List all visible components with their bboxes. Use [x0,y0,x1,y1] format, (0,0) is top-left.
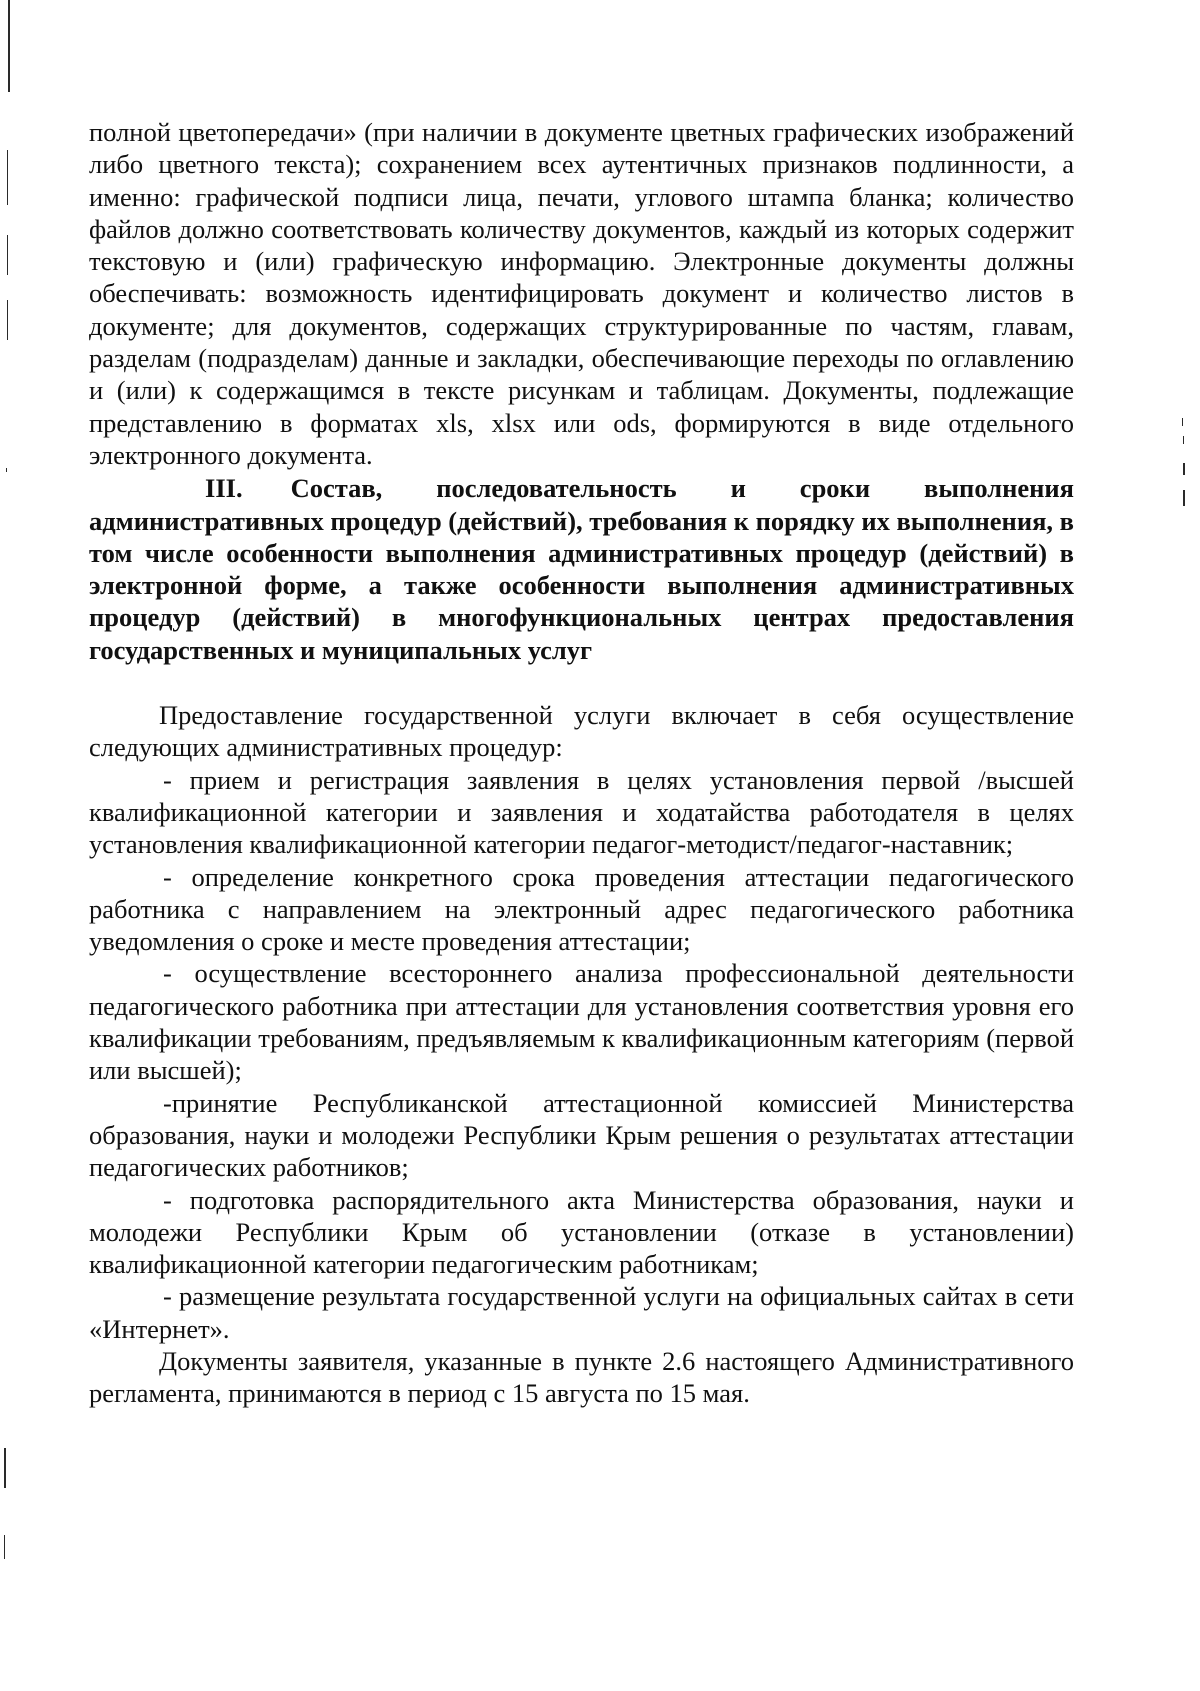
section-number: III. [205,473,243,504]
scan-mark-left-mid2 [7,300,8,340]
scan-mark-right-2 [1183,436,1184,444]
lead-paragraph: Предоставление государственной услуги включает в себя осуществление следующих административных процедур: [89,700,1074,763]
scan-mark-left-dot [6,468,7,472]
document-body [89,116,1074,1410]
procedure-item: - определение конкретного срока проведения аттестации педагогического работника с направлением на электронный адрес педагогического работника уведомления о сроке и месте проведения аттестации; [89,861,1074,957]
procedure-item: - осуществление всестороннего анализа профессиональной деятельности педагогического работника при аттестации для установления соответствия уровня его квалификации требованиям, предъявляемым к квалификационным категориям (первой или высшей); [89,958,1074,1086]
closing-paragraph: Документы заявителя, указанные в пункте 2.6 настоящего Административного регламента, принимаются в период с 15 августа по 15 мая. [89,1345,1074,1409]
scan-mark-left-upper [7,150,8,205]
procedure-item: - прием и регистрация заявления в целях установления первой /высшей квалификационной категории и заявления и ходатайства работодателя в целях установления квалификационной категории педагог-методист/педагог-наставник; [89,764,1074,860]
section-heading [89,472,1074,666]
scan-mark-left-top [8,0,10,92]
procedure-item: - подготовка распорядительного акта Министерства образования, науки и молодежи Республики Крым об установлении (отказе в установлении) квалификационной категории педагогическим работникам; [89,1184,1074,1280]
procedure-item: - размещение результата государственной услуги на официальных сайтах в сети «Интернет». [89,1281,1074,1344]
scan-mark-right-3 [1183,463,1185,475]
section-spacer [89,666,1074,699]
scan-mark-right-4 [1183,490,1185,506]
procedure-item: -принятие Республиканской аттестационной комиссией Министерства образования, науки и молодежи Республики Крым решения о результатах аттестации педагогических работников; [89,1087,1074,1183]
section-title: Состав, последовательность и сроки выполнения административных процедур (действий), требования к порядку их выполнения, в том числе особенности выполнения административных процедур (действий) в электронной форме, а также особенности выполнения административных процедур (действий) в многофункциональных центрах предоставления государственных и муниципальных услуг [89,473,1074,665]
scan-mark-left-mid1 [7,235,8,275]
intro-paragraph: полной цветопередачи» (при наличии в документе цветных графических изображений либо цветного текста); сохранением всех аутентичных признаков подлинности, а именно: графической подписи лица, печати, углового штампа бланка; количество файлов должно соответствовать количеству документов, каждый из которых содержит текстовую и (или) графическую информацию. Электронные документы должны обеспечивать: возможность идентифицировать документ и количество листов в документе; для документов, содержащих структурированные по частям, главам, разделам (подразделам) данные и закладки, обеспечивающие переходы по оглавлению и (или) к содержащимся в тексте рисункам и таблицам. Документы, подлежащие представлению в форматах xls, xlsx или ods, формируются в виде отдельного электронного документа. [89,117,1074,470]
scan-mark-left-lower [4,1448,6,1488]
scan-mark-right-1 [1182,418,1183,426]
scan-mark-left-bottom [4,1535,5,1559]
